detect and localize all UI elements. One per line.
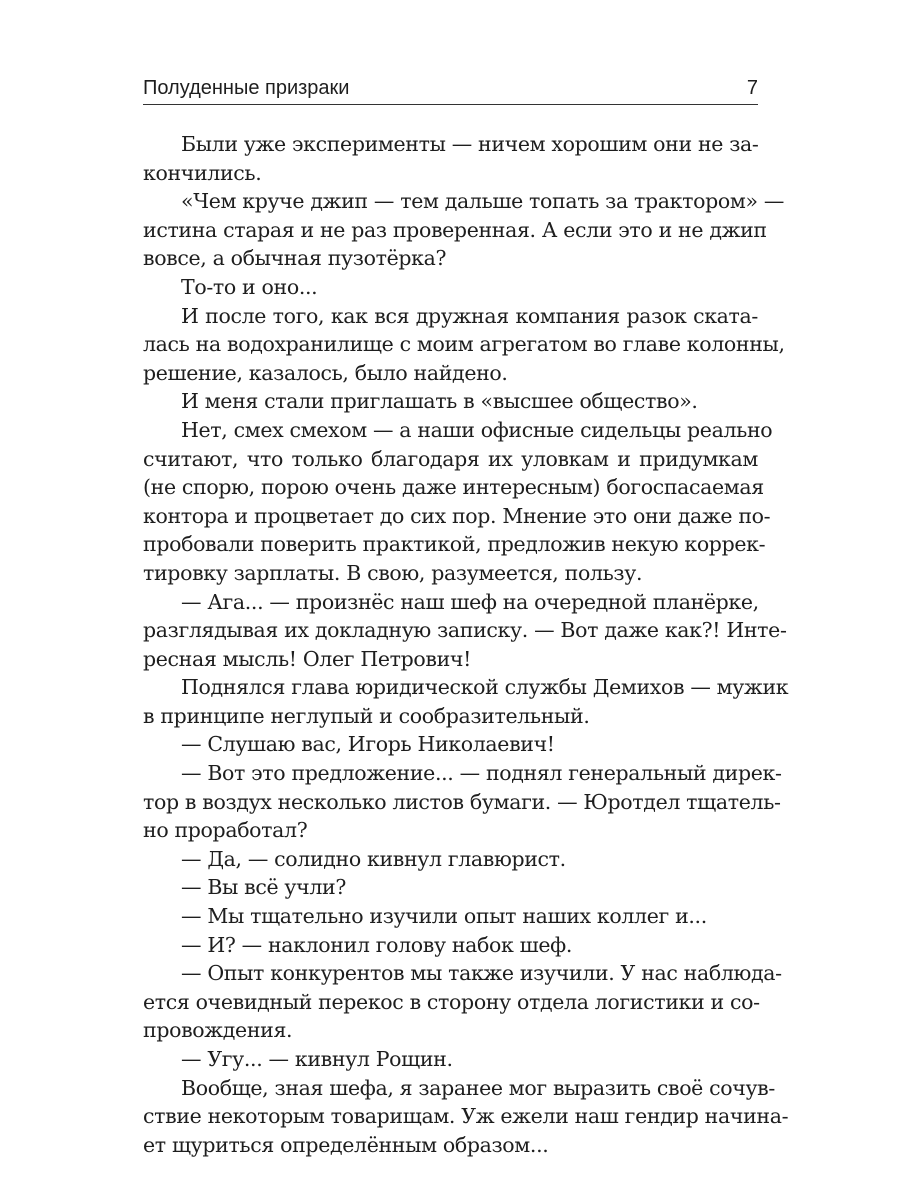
text-line: «Чем круче джип — тем дальше топать за трактором» —	[181, 189, 784, 214]
text-line: решение, казалось, было найдено.	[143, 360, 508, 385]
text-line: пробовали поверить практикой, предложив некую коррек-	[143, 532, 766, 557]
text-line: Нет, смех смехом — а наши офисные сидельцы реально	[181, 417, 773, 442]
text-line: в принципе неглупый и сообразительный.	[143, 703, 590, 728]
text-line: провождения.	[143, 1018, 293, 1043]
text-line: — Вот это предложение... — поднял генеральный дирек-	[181, 761, 782, 786]
text-line: тор в воздух несколько листов бумаги. — Юротдел тщатель-	[143, 789, 781, 814]
text-line: вовсе, а обычная пузотёрка?	[143, 246, 447, 271]
text-line: — Опыт конкурентов мы также изучили. У нас наблюда-	[181, 961, 782, 986]
text-line: — Да, — солидно кивнул главюрист.	[181, 846, 566, 871]
body-text	[143, 130, 789, 1159]
text-line: ется очевидный перекос в сторону отдела логистики и со-	[143, 989, 760, 1014]
running-header	[143, 74, 758, 105]
text-line: — Мы тщательно изучили опыт наших коллег и...	[181, 904, 707, 929]
text-line: — Вы всё учли?	[181, 875, 346, 900]
text-line: кончились.	[143, 160, 262, 185]
text-line: но проработал?	[143, 818, 308, 843]
text-line: Поднялся глава юридической службы Демихов — мужик	[181, 675, 789, 700]
text-line: — Слушаю вас, Игорь Николаевич!	[181, 732, 555, 757]
text-line: — И? — наклонил голову набок шеф.	[181, 932, 573, 957]
text-line: лась на водохранилище с моим агрегатом во главе колонны,	[143, 332, 785, 357]
text-line: (не спорю, порою очень даже интересным) богоспасаемая	[143, 475, 764, 500]
text-line: разглядывая их докладную записку. — Вот даже как?! Инте-	[143, 618, 787, 643]
text-line: И меня стали приглашать в «высшее общество».	[181, 389, 698, 414]
text-line: И после того, как вся дружная компания разок ската-	[181, 303, 758, 328]
text-line: считают, что только благодаря их уловкам и придумкам	[143, 446, 758, 471]
text-line: ствие некоторым товарищам. Уж ежели наш гендир начина-	[143, 1104, 789, 1129]
book-title: Полуденные призраки	[143, 77, 350, 99]
text-line: Были уже эксперименты — ничем хорошим они не за-	[181, 132, 759, 156]
text-line: — Угу... — кивнул Рощин.	[181, 1047, 453, 1071]
text-line: контора и процветает до сих пор. Мнение это они даже по-	[143, 503, 771, 528]
text-line: истина старая и не раз проверенная. А если это и не джип	[143, 217, 767, 242]
text-line: То-то и оно...	[181, 274, 318, 299]
text-line: Вообще, зная шефа, я заранее мог выразить своё сочув-	[181, 1075, 775, 1100]
text-line: ресная мысль! Олег Петрович!	[143, 646, 471, 671]
text-line: — Ага... — произнёс наш шеф на очередной планёрке,	[181, 589, 759, 614]
page-number: 7	[746, 77, 758, 99]
text-line: ет щуриться определённым образом...	[143, 1132, 549, 1157]
text-line: тировку зарплаты. В свою, разумеется, пользу.	[143, 560, 643, 585]
